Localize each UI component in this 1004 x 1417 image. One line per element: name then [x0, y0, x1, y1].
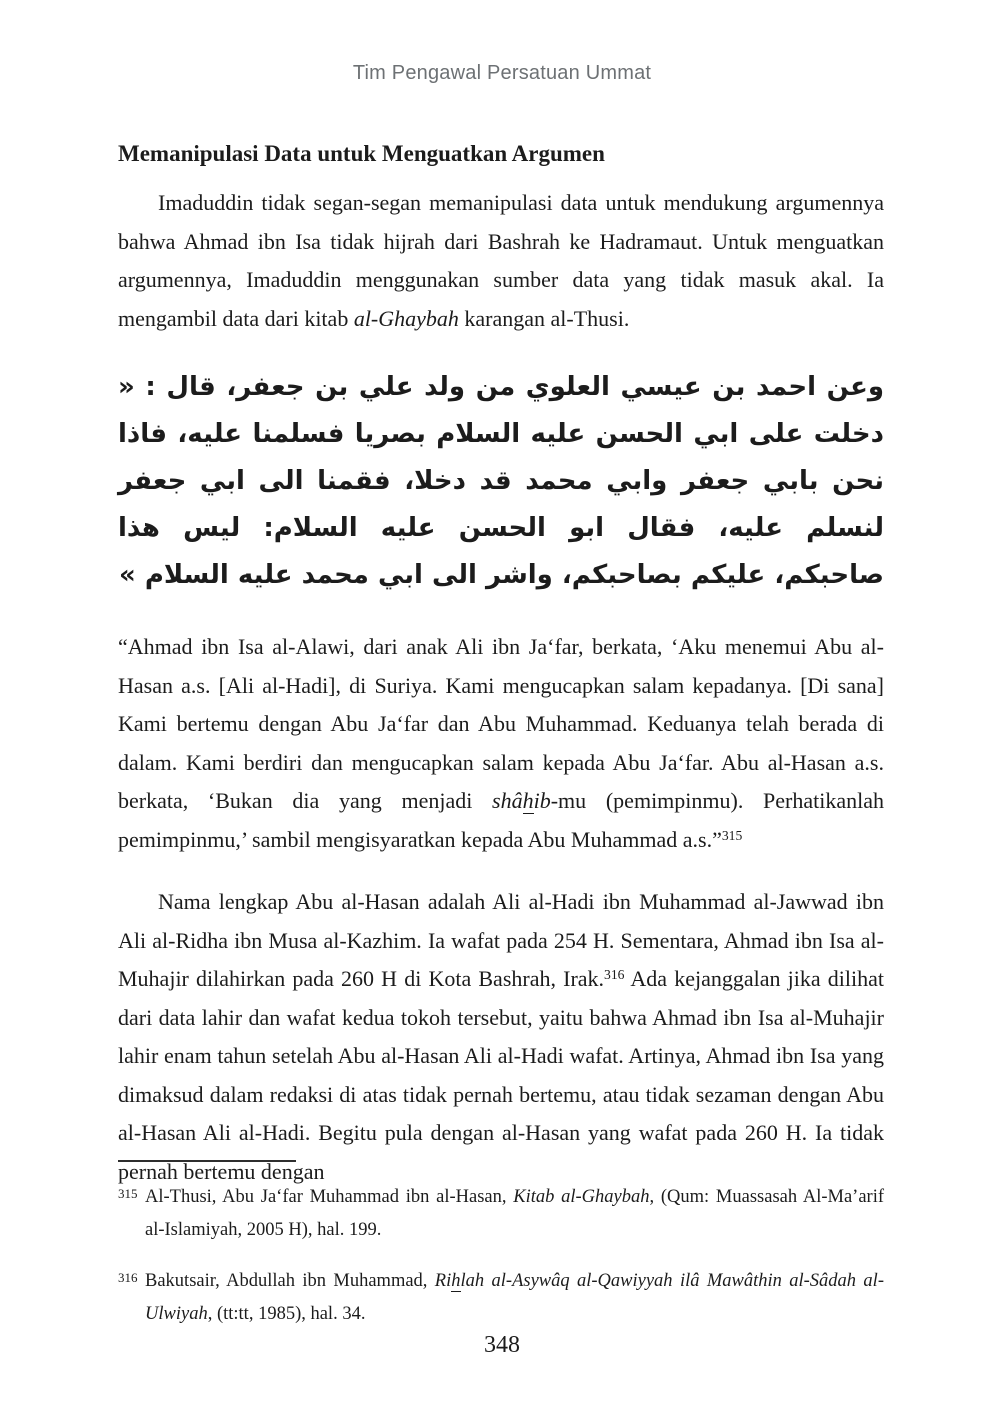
footnote-315 — [118, 1181, 884, 1247]
footnotes-section — [118, 1160, 884, 1350]
paragraph-intro: Imaduddin tidak segan-segan memanipulasi data untuk mendukung argumennya bahwa Ahmad ibn Isa tidak hijrah dari Bashrah ke Hadramaut. Untuk menguatkan argumennya, Imaduddin menggunakan sumber data yang tidak masuk akal. Ia mengambil data dari kitab al-Ghaybah karangan al-Thusi. — [118, 190, 884, 331]
footnote-text: Bakutsair, Abdullah ibn Muhammad, Rihlah al-Asywâq al-Qawiyyah ilâ Mawâthin al-Sâdah al-Ulwiyah, (tt:tt, 1985), hal. 34. — [145, 1271, 884, 1324]
section-heading: Memanipulasi Data untuk Menguatkan Argumen — [118, 141, 605, 166]
quote-translation-paragraph: “Ahmad ibn Isa al-Alawi, dari anak Ali ibn Ja‘far, berkata, ‘Aku menemui Abu al-Hasan a.s. [Ali al-Hadi], di Suriya. Kami mengucapkan salam kepadanya. [Di sana] Kami bertemu dengan Abu Ja‘far dan Abu Muhammad. Keduanya telah berada di dalam. Kami berdiri dan mengucapkan salam kepada Abu Ja‘far. Abu al-Hasan a.s. berkata, ‘Bukan dia yang menjadi shâhib-mu (pemimpinmu). Perhatikanlah pemimpinmu,’ sambil mengisyaratkan kepada Abu Muhammad a.s.”$^{315}$ — [118, 634, 884, 852]
footnote-number: 315 — [118, 1185, 138, 1201]
footnote-divider — [118, 1160, 296, 1162]
footnote-number: 316 — [118, 1270, 138, 1285]
arabic-quote-block: وعن احمد بن عيسي العلوي من ولد علي بن جعفر، قال : « دخلت على ابي الحسن عليه السلام بصريا فسلمنا عليه، فاذا نحن بابي جعفر وابي محمد قد دخلا، فقمنا الى ابي جعفر لنسلم عليه، فقال ابو الحسن عليه السلام: ليس هذا صاحبكم، عليكم بصاحبكم، واشر الى ابي محمد عليه السلام » — [118, 372, 884, 590]
footnote-316 — [118, 1265, 884, 1331]
page-number: 348 — [484, 1332, 520, 1358]
running-header: Tim Pengawal Persatuan Ummat — [352, 62, 652, 84]
footnote-text: Al-Thusi, Abu Ja‘far Muhammad ibn al-Hasan, Kitab al-Ghaybah, (Qum: Muassasah Al-Ma’arif al-Islamiyah, 2005 H), hal. 199. — [145, 1186, 884, 1240]
paragraph-analysis: Nama lengkap Abu al-Hasan adalah Ali al-Hadi ibn Muhammad al-Jawwad ibn Ali al-Ridha ibn Musa al-Kazhim. Ia wafat pada 254 H. Sementara, Ahmad ibn Isa al-Muhajir dilahirkan pada 260 H di Kota Bashrah, Irak.$^{316}$ Ada kejanggalan jika dilihat dari data lahir dan wafat kedua tokoh tersebut, yaitu bahwa Ahmad ibn Isa al-Muhajir lahir enam tahun setelah Abu al-Hasan Ali al-Hadi wafat. Artinya, Ahmad ibn Isa yang dimaksud dalam redaksi di atas tidak pernah bertemu, atau tidak sezaman dengan Abu al-Hasan Ali al-Hadi. Begitu pula dengan al-Hasan yang wafat pada 260 H. Ia tidak pernah bertemu dengan — [118, 889, 884, 1184]
